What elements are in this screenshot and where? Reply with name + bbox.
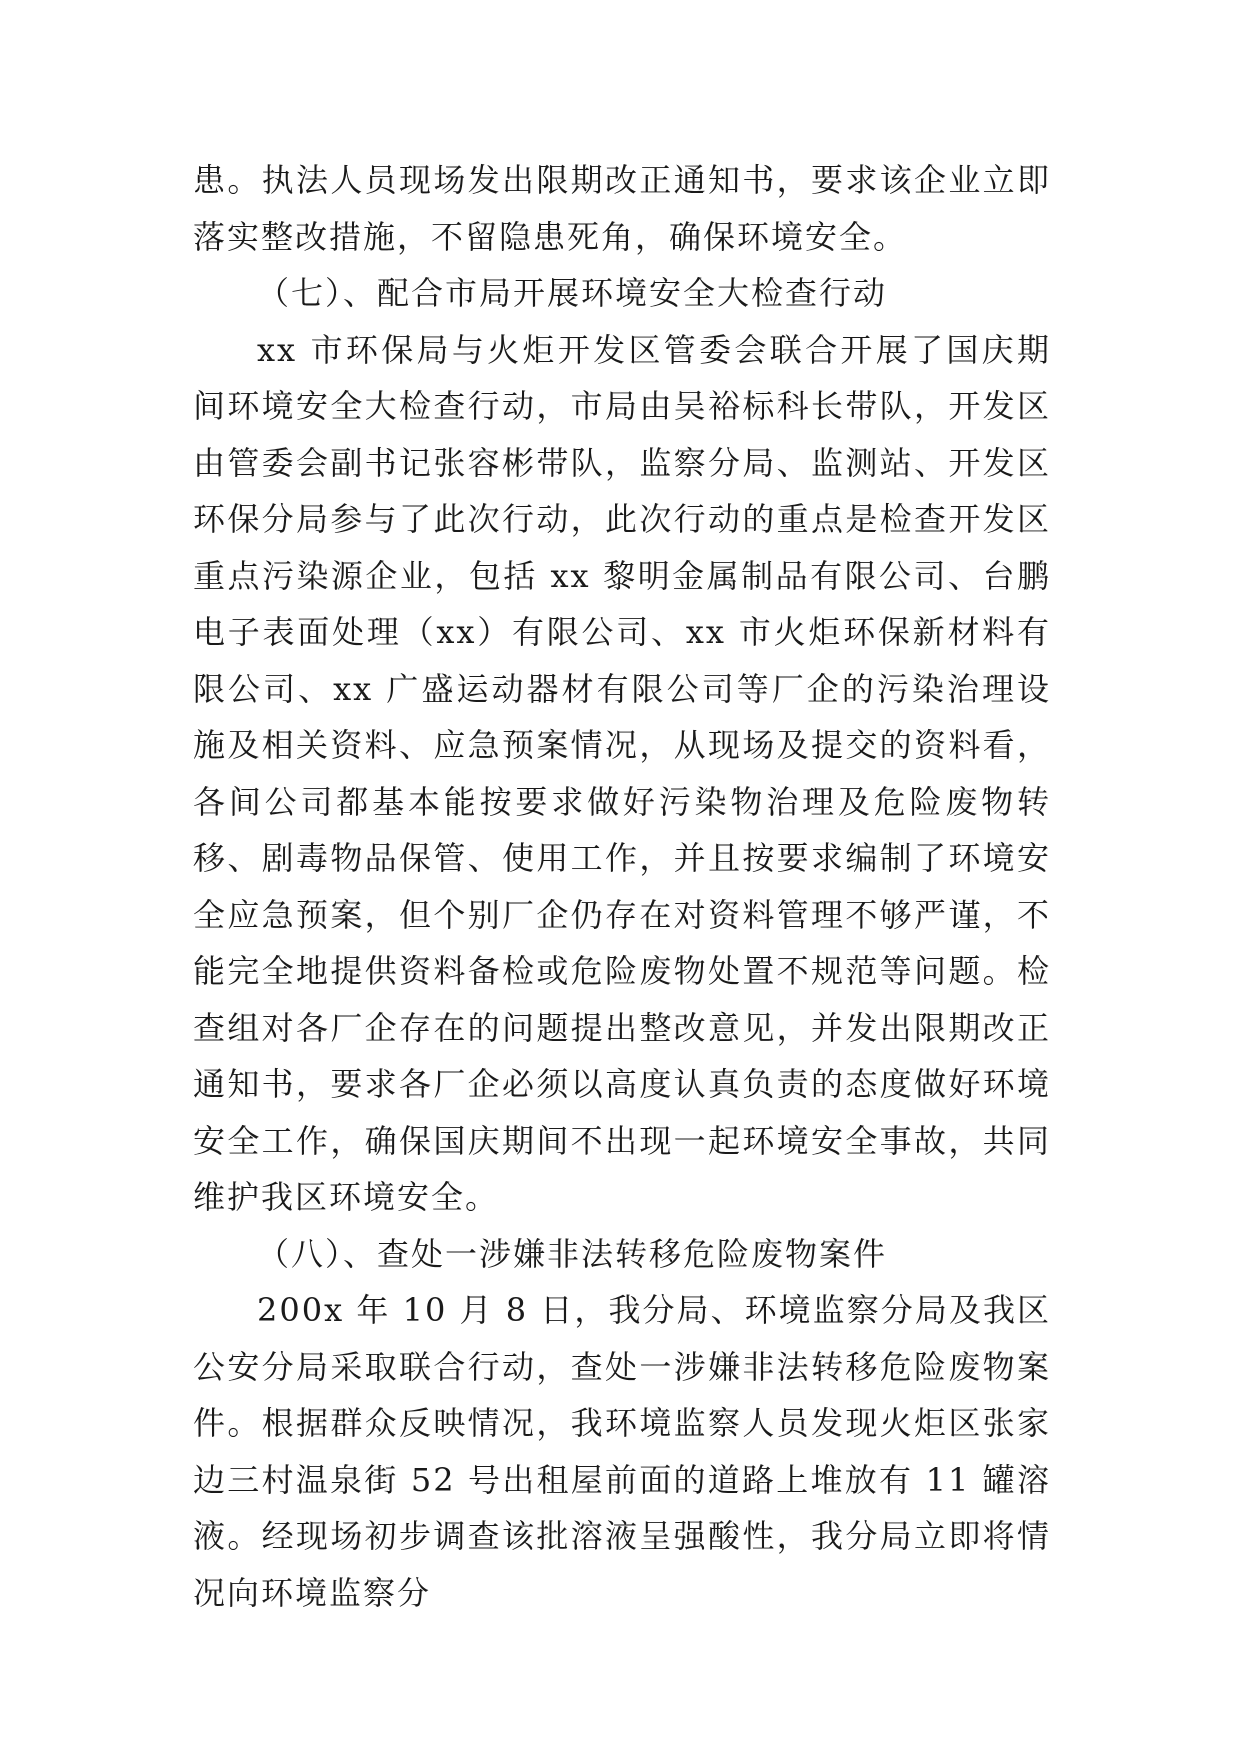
section-heading-eight: （八）、查处一涉嫌非法转移危险废物案件 [257,1234,888,1273]
section-heading-seven: （七）、配合市局开展环境安全大检查行动 [257,274,888,312]
paragraph-continuation: 患。执法人员现场发出限期改正通知书，要求该企业立即落实整改措施，不留隐患死角，确保环境安全。 [193,161,1051,256]
paragraph-inspection-action: xx 市环保局与火炬开发区管委会联合开展了国庆期间环境安全大检查行动，市局由吴裕标科长带队，开发区由管委会副书记张容彬带队，监察分局、监测站、开发区环保分局参与了此次行动，此次行动的重点是检查开发区重点污染源企业，包括 xx 黎明金属制品有限公司、台鹏电子表面处理（xx）有限公司、xx 市火炬环保新材料有限公司、xx 广盛运动器材有限公司等厂企的污染治理设施及相关资料、应急预案情况，从现场及提交的资料看，各间公司都基本能按要求做好污染物治理及危险废物转移、剧毒物品保管、使用工作，并且按要求编制了环境安全应急预案，但个别厂企仍存在对资料管理不够严谨，不能完全地提供资料备检或危险废物处置不规范等问题。检查组对各厂企存在的问题提出整改意见，并发出限期改正通知书，要求各厂企必须以高度认真负责的态度做好环境安全工作，确保国庆期间不出现一起环境安全事故，共同维护我区环境安全。 [193,330,1051,1216]
paragraph-hazardous-waste-case: 200x 年 10 月 8 日，我分局、环境监察分局及我区公安分局采取联合行动，查处一涉嫌非法转移危险废物案件。根据群众反映情况，我环境监察人员发现火炬区张家边三村温泉街 52 号出租屋前面的道路上堆放有 11 罐溶液。经现场初步调查该批溶液呈强酸性，我分局立即将情况向环境监察分 [193,1291,1051,1612]
document-body [193,152,1051,1621]
